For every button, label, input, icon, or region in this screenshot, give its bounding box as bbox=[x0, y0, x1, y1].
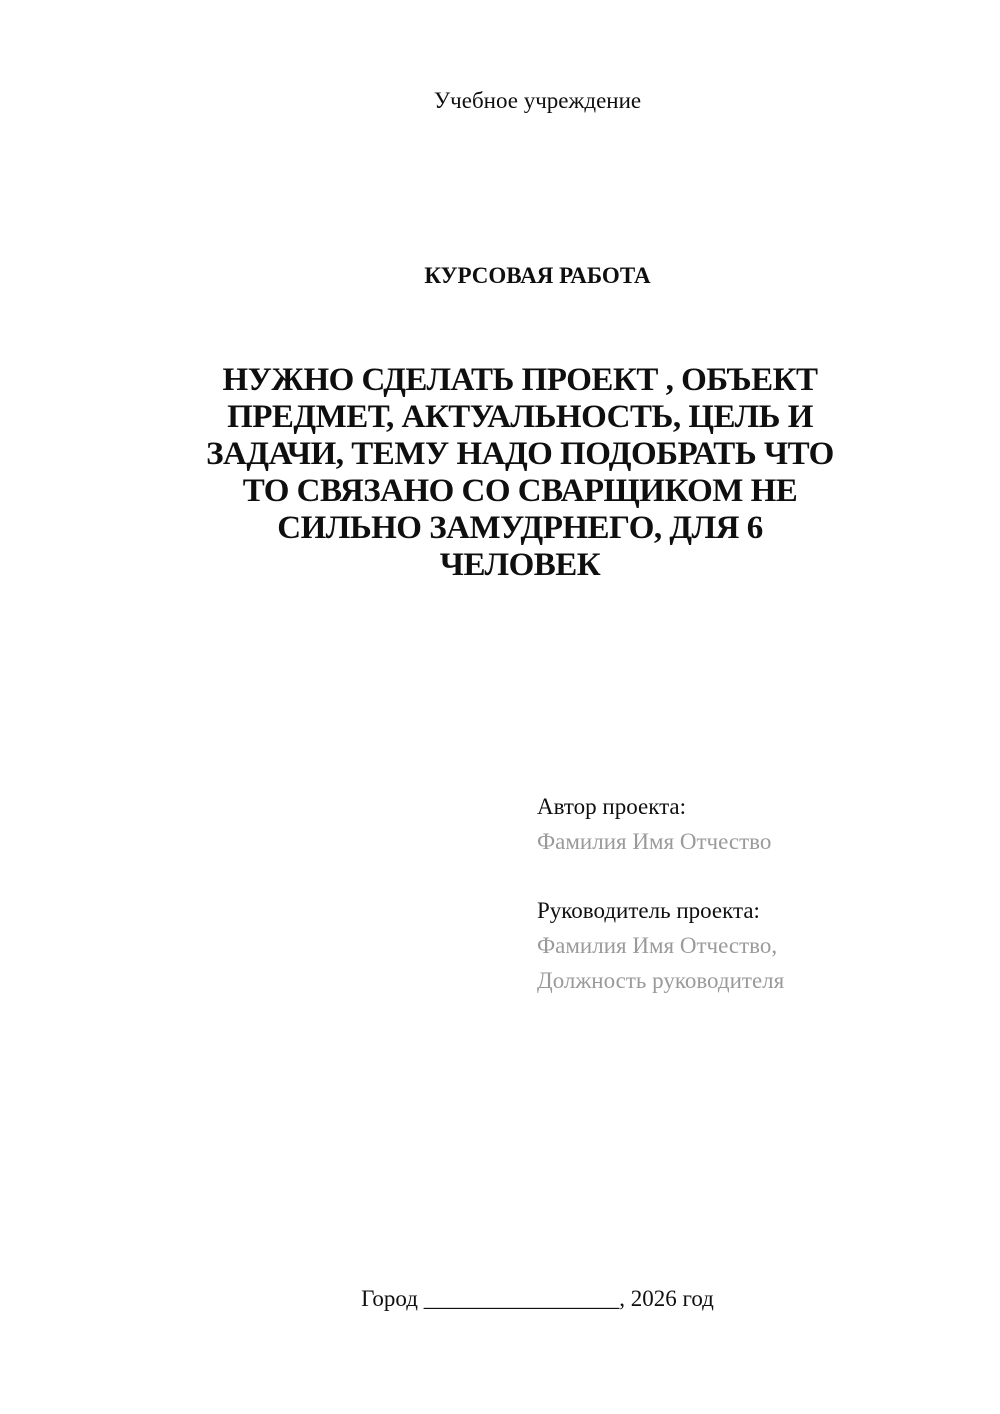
city-year-line: Город _________________, 2026 год bbox=[361, 1286, 714, 1311]
project-title bbox=[40, 362, 1000, 584]
supervisor-block bbox=[537, 893, 784, 998]
document-type-heading: КУРСОВАЯ РАБОТА bbox=[424, 263, 651, 288]
project-title-line: ПРЕДМЕТ, АКТУАЛЬНОСТЬ, ЦЕЛЬ И bbox=[227, 399, 813, 435]
project-title-line: НУЖНО СДЕЛАТЬ ПРОЕКТ , ОБЪЕКТ bbox=[222, 362, 818, 398]
author-label: Автор проекта: bbox=[537, 794, 686, 819]
author-block bbox=[537, 789, 771, 859]
project-title-line: ЧЕЛОВЕК bbox=[439, 547, 601, 583]
project-title-line: ЗАДАЧИ, ТЕМУ НАДО ПОДОБРАТЬ ЧТО bbox=[206, 436, 834, 472]
project-title-line: СИЛЬНО ЗАМУДРНЕГО, ДЛЯ 6 bbox=[277, 510, 763, 546]
supervisor-label: Руководитель проекта: bbox=[537, 898, 760, 923]
author-name-placeholder: Фамилия Имя Отчество bbox=[537, 829, 772, 854]
supervisor-position-placeholder: Должность руководителя bbox=[537, 968, 785, 993]
project-title-line: ТО СВЯЗАНО СО СВАРЩИКОМ НЕ bbox=[242, 473, 798, 509]
institution-line: Учебное учреждение bbox=[433, 88, 642, 113]
supervisor-name-placeholder: Фамилия Имя Отчество, bbox=[537, 933, 778, 958]
